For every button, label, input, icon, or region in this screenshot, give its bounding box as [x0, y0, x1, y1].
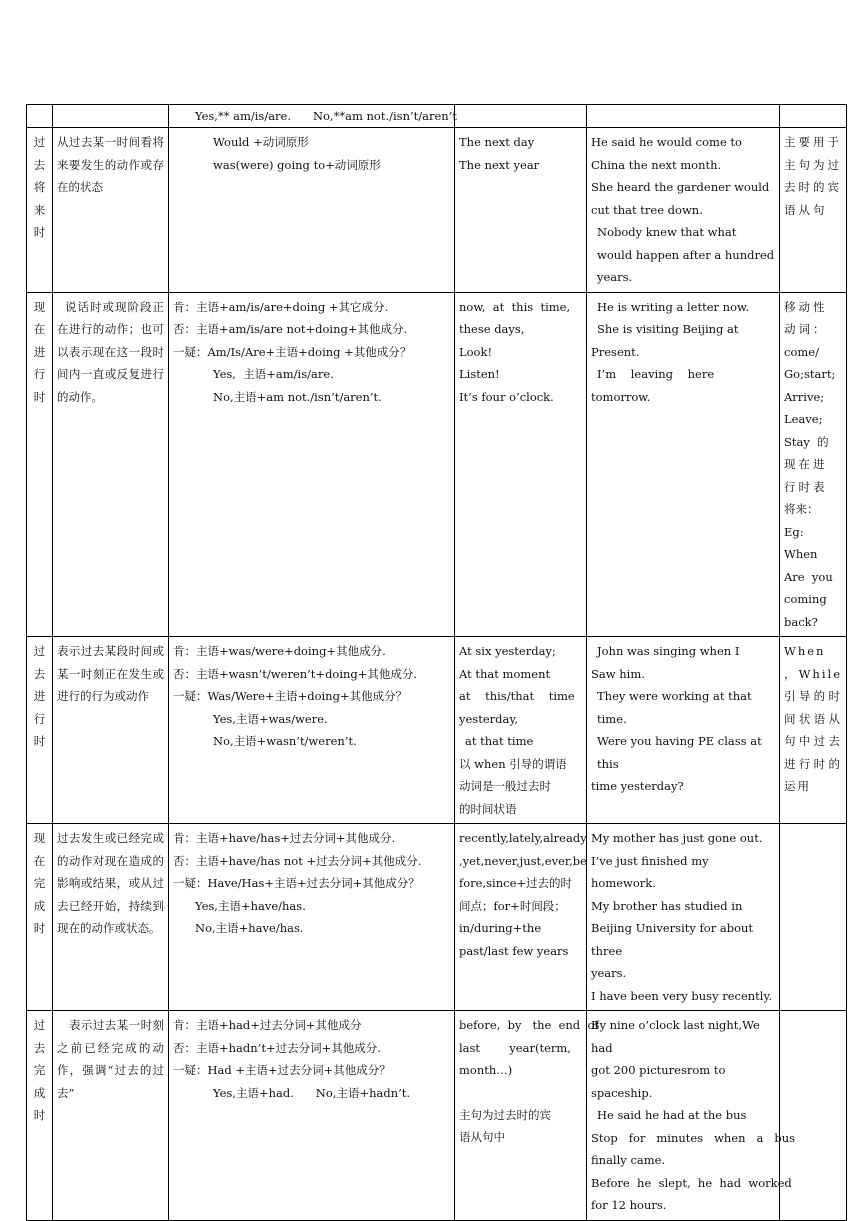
usage-cell: 过去发生或已经完成的动作对现在造成的影响或结果，或从过去已经开始，持续到现在的动作或状态。 [53, 824, 169, 1011]
note-line: Eg: [784, 524, 804, 539]
tense-char: 现 [33, 831, 46, 845]
structure-line: Yes,主语+was/were. [213, 711, 328, 726]
examples-cell [587, 292, 780, 637]
grammar-table [26, 104, 847, 1221]
examples-cell [587, 1011, 796, 1221]
signal-line: fore,since+过去的时 [459, 876, 573, 890]
tense-char: 进 [33, 344, 46, 359]
tense-cell [27, 128, 53, 293]
tense-char: 行 [33, 367, 46, 381]
examples-cell [587, 824, 780, 1011]
note-line: Stay 的 [784, 434, 829, 449]
tense-char: 时 [33, 225, 46, 239]
signal-line: at that time [465, 734, 534, 748]
usage-cell: 表示过去某段时间或某一时刻正在发生或进行的行为或动作 [53, 637, 169, 824]
tense-char: 成 [33, 1085, 46, 1100]
structure-line: 一疑：Am/Is/Are+主语+doing +其他成分？ [173, 344, 412, 359]
tense-char: 过 [33, 1018, 46, 1032]
note-line: Go;start; [784, 367, 836, 381]
tense-char: 完 [33, 876, 46, 890]
signal-line [459, 1082, 582, 1104]
examples-cell [587, 128, 780, 293]
tense-char: 过 [33, 135, 46, 149]
signal-line: 以 when 引导的谓语 [459, 756, 567, 771]
tense-char: 去 [33, 666, 46, 681]
example-line: China the next month. [591, 157, 722, 172]
structure-line: 肯：主语+had+过去分词+其他成分 [173, 1018, 362, 1032]
tense-char: 时 [33, 734, 46, 748]
signal-line: in/during+the [459, 921, 542, 935]
example-line: My mother has just gone out. [591, 831, 763, 845]
signal-line: 语从句中 [459, 1130, 505, 1144]
usage-cell [53, 105, 169, 128]
table-row [27, 105, 847, 128]
structure-line: Yes,主语+have/has. [195, 898, 306, 913]
example-line: Stop for minutes when a bus [591, 1130, 796, 1145]
signal-line: these days, [459, 322, 525, 336]
structure-cell [169, 637, 455, 824]
examples-cell [587, 637, 780, 824]
example-line: John was singing when I [597, 644, 740, 658]
note-line: come/ [784, 344, 819, 359]
tense-char: 时 [33, 921, 46, 935]
structure-line: 否：主语+am/is/are not+doing+其他成分. [173, 322, 408, 336]
signal-line: before, by the end of [459, 1018, 599, 1032]
signals-cell [455, 1011, 599, 1221]
example-line: She is visiting Beijing at [597, 322, 739, 336]
structure-line: Yes,主语+had. No,主语+hadn’t. [213, 1085, 411, 1100]
example-line: By nine o’clock last night,We had [591, 1018, 760, 1055]
example-line: time yesterday? [591, 779, 684, 793]
notes-cell [780, 292, 847, 637]
structure-line: Yes, 主语+am/is/are. [213, 367, 334, 381]
table-row [27, 824, 847, 1011]
tense-char: 将 [33, 180, 46, 194]
usage-cell: 表示过去某一时刻之前已经完成的动作，强调“过去的过去” [53, 1011, 169, 1221]
signal-line: It’s four o’clock. [459, 389, 554, 404]
signal-line: 动词是一般过去时 [459, 779, 551, 793]
example-line: tomorrow. [591, 389, 651, 404]
structure-line: Yes,** am/is/are. No,**am not./isn’t/aren’t [195, 109, 457, 123]
tense-char: 来 [33, 202, 46, 217]
example-line: years. [591, 966, 627, 980]
table-row [27, 1011, 847, 1221]
notes-cell [780, 105, 847, 128]
signal-line: Listen! [459, 367, 500, 381]
tense-char: 完 [33, 1063, 46, 1077]
tense-char: 成 [33, 898, 46, 913]
note-line: Arrive; [784, 389, 825, 404]
example-line: Were you having PE class at this [597, 734, 762, 771]
notes-cell [780, 824, 847, 1011]
signal-line: recently,lately,already [459, 831, 587, 845]
notes-cell: When ，While 引导的时间状语从句中过去进行时的运用 [780, 637, 847, 824]
structure-line: 否：主语+wasn’t/weren’t+doing+其他成分. [173, 666, 418, 681]
signals-cell [455, 824, 587, 1011]
signal-line: now, at this time, [459, 299, 571, 314]
signal-line: Look! [459, 344, 493, 359]
structure-cell [169, 1011, 455, 1221]
structure-line: 肯：主语+am/is/are+doing +其它成分. [173, 299, 389, 314]
structure-cell [169, 292, 455, 637]
structure-line: Would +动词原形 [213, 135, 309, 149]
note-line: 行时表 [784, 479, 828, 494]
tense-cell [27, 105, 53, 128]
signal-line: at this/that time [459, 689, 575, 703]
signal-line: 间点；for+时间段； [459, 898, 566, 913]
structure-line: No,主语+have/has. [195, 921, 304, 935]
note-line: Are you [784, 569, 833, 584]
structure-line: was(were) going to+动词原形 [213, 157, 381, 172]
signal-line: The next day [459, 135, 535, 149]
tense-char: 时 [33, 389, 46, 404]
signal-line: At that moment [459, 666, 551, 681]
signal-line: last year(term, [459, 1040, 571, 1055]
table-row [27, 128, 847, 293]
structure-line: 肯：主语+was/were+doing+其他成分. [173, 644, 386, 658]
tense-char: 在 [33, 322, 46, 336]
note-line: When [784, 547, 818, 561]
structure-line: 否：主语+have/has not +过去分词+其他成分. [173, 853, 422, 868]
structure-line: 一疑：Have/Has+主语+过去分词+其他成分？ [173, 876, 420, 890]
signal-line: The next year [459, 157, 540, 172]
tense-cell [27, 1011, 53, 1221]
example-line: Before he slept, he had worked [591, 1175, 792, 1190]
examples-cell [587, 105, 780, 128]
tense-char: 行 [33, 711, 46, 726]
signal-line: yesterday, [459, 711, 518, 726]
tense-char: 进 [33, 689, 46, 703]
structure-line: 一疑：Had +主语+过去分词+其他成分？ [173, 1063, 391, 1077]
tense-char: 去 [33, 157, 46, 172]
example-line: I’m leaving here [597, 367, 715, 381]
example-line: He said he would come to [591, 135, 742, 149]
example-line: I’ve just finished my homework. [591, 853, 709, 890]
note-line: 将来： [784, 502, 819, 516]
signals-cell [455, 637, 587, 824]
structure-line: No,主语+am not./isn’t/aren’t. [213, 389, 382, 404]
structure-cell [169, 824, 455, 1011]
example-line: I have been very busy recently. [591, 988, 773, 1003]
signals-cell [455, 128, 587, 293]
example-line: My brother has studied in [591, 898, 743, 913]
tense-char: 去 [33, 1040, 46, 1055]
signal-line: ,yet,never,just,ever,be [459, 853, 587, 868]
tense-cell [27, 637, 53, 824]
note-line: 现在进 [784, 457, 828, 471]
structure-line: 一疑：Was/Were+主语+doing+其他成分？ [173, 689, 408, 703]
structure-line: 否：主语+hadn’t+过去分词+其他成分. [173, 1040, 381, 1055]
example-line: He is writing a letter now. [597, 299, 750, 314]
example-line: for 12 hours. [591, 1198, 667, 1212]
example-line: finally came. [591, 1153, 666, 1167]
structure-line: No,主语+wasn’t/weren’t. [213, 734, 357, 748]
example-line: He said he had at the bus [597, 1108, 747, 1122]
signals-cell [455, 292, 587, 637]
signal-line: 主句为过去时的宾 [459, 1107, 551, 1122]
tense-char: 在 [33, 853, 46, 868]
example-line: Present. [591, 344, 640, 359]
note-line: 移动性 [784, 299, 828, 314]
usage-cell: 从过去某一时间看将来要发生的动作或存在的状态 [53, 128, 169, 293]
signal-line: past/last few years [459, 943, 569, 958]
table-row [27, 292, 847, 637]
structure-line: 肯：主语+have/has+过去分词+其他成分. [173, 831, 396, 845]
tense-cell [27, 292, 53, 637]
tense-cell [27, 824, 53, 1011]
table-row [27, 637, 847, 824]
tense-char: 现 [33, 299, 46, 314]
example-line: Saw him. [591, 666, 645, 681]
example-line: She heard the gardener would cut that tree down. [591, 180, 770, 217]
note-line: back? [784, 614, 818, 629]
example-line: got 200 picturesrom to spaceship. [591, 1063, 726, 1100]
usage-cell: 说话时或现阶段正在进行的动作；也可以表示现在这一段时间内一直或反复进行的动作。 [53, 292, 169, 637]
example-line: Beijing University for about three [591, 921, 754, 958]
notes-cell: 主要用于主句为过去时的宾语从句 [780, 128, 847, 293]
structure-cell [169, 105, 455, 128]
signals-cell [455, 105, 587, 128]
signal-line: 的时间状语 [459, 801, 517, 816]
tense-char: 过 [33, 644, 46, 658]
structure-cell [169, 128, 455, 293]
example-line: They were working at that time. [597, 689, 752, 726]
note-line: 动词： [784, 322, 828, 336]
note-line: Leave; [784, 412, 823, 426]
example-line: Nobody knew that what would happen after a hundred years. [597, 225, 775, 284]
note-line: coming [784, 592, 827, 606]
tense-char: 时 [33, 1108, 46, 1122]
signal-line: month…) [459, 1063, 513, 1077]
signal-line: At six yesterday; [459, 644, 556, 658]
